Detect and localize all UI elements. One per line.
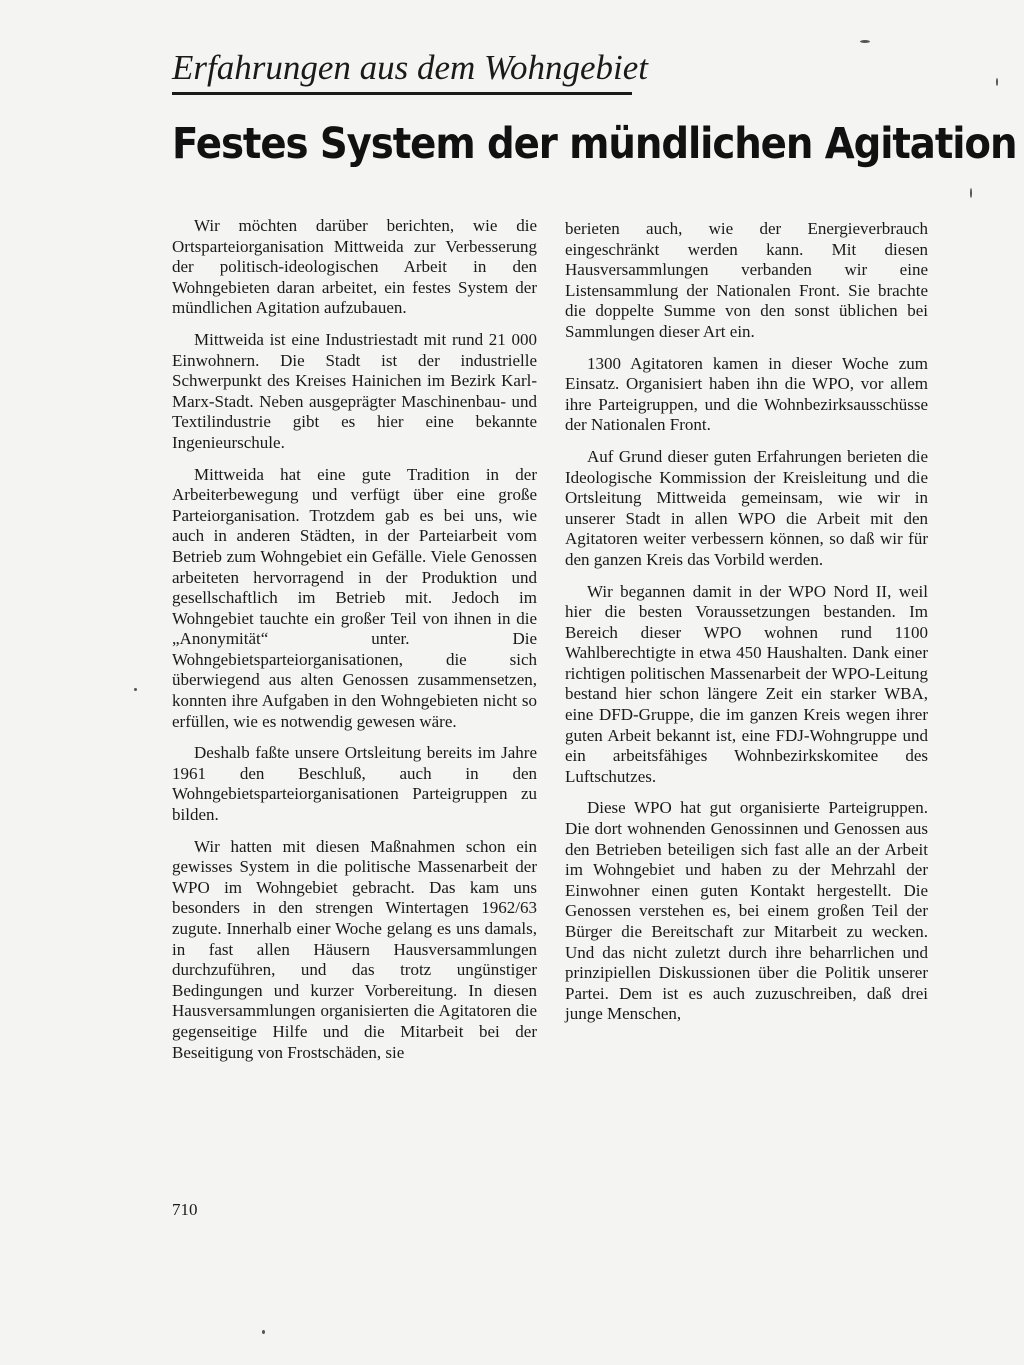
paragraph: Mittweida hat eine gute Tradition in der Arbeiterbewegung und verfügt über eine große Parteiorganisation. Trotzdem gab es bei uns, wie auch in anderen Städten, in der Parteiarbeit vom Betrieb zum Wohngebiet ein Gefälle. Viele Genossen arbeiteten hervorragend in der Produktion und gesellschaftlich im Betrieb mit. Jedoch im Wohngebiet tauchte ein großer Teil von ihnen in die „Anonymität“ unter. Die Wohngebietsparteiorganisationen, die sich überwiegend aus alten Genossen zusammensetzen, konnten ihre Aufgaben in den Wohngebieten nicht so erfüllen, wie es notwendig gewesen wäre. (172, 464, 537, 731)
paragraph: 1300 Agitatoren kamen in dieser Woche zum Einsatz. Organisiert haben ihn die WPO, vor allem ihre Parteigruppen, und die Wohnbezirksausschüsse der Nationalen Front. (565, 353, 928, 435)
paragraph: Wir hatten mit diesen Maßnahmen schon ein gewisses System in die politische Massenarbeit der WPO im Wohngebiet gebracht. Das kam uns besonders in den strengen Wintertagen 1962/63 zugute. Innerhalb einer Woche gelang es uns damals, in fast allen Häusern Hausversammlungen durchzuführen, und das trotz ungünstiger Bedingungen und kurzer Vorbereitung. In diesen Hausversammlungen organisierten die Agitatoren die gegenseitige Hilfe und die Mitarbeit bei der Beseitigung von Frostschäden, sie (172, 836, 537, 1062)
kicker-underline (172, 92, 632, 95)
paragraph: berieten auch, wie der Energieverbrauch eingeschränkt werden kann. Mit diesen Hausversammlungen verbanden wir eine Listensammlung der Nationalen Front. Sie brachte die doppelte Summe von den sonst üblichen bei Sammlungen dieser Art ein. (565, 219, 928, 341)
paragraph: Auf Grund dieser guten Erfahrungen berieten die Ideologische Kommission der Kreisleitung und die Ortsleitung Mittweida gemeinsam, wie wir in unserer Stadt in allen WPO die Arbeit mit den Agitatoren weiter verbessern können, so daß wir für den ganzen Kreis das Vorbild werden. (565, 446, 928, 569)
scan-speck (996, 78, 998, 86)
article-headline: Festes System der mündlichen Agitation (172, 119, 1017, 169)
paragraph: Wir möchten darüber berichten, wie die Ortsparteiorganisation Mittweida zur Verbesserung der politisch-ideologischen Arbeit in den Wohngebieten daran arbeitet, ein festes System der mündlichen Agitation aufzubauen. (172, 216, 537, 318)
page-number: 710 (172, 1200, 198, 1219)
paragraph: Deshalb faßte unsere Ortsleitung bereits im Jahre 1961 den Beschluß, auch in den Wohngebietsparteiorganisationen Parteigruppen zu bilden. (172, 743, 537, 825)
paragraph: Wir begannen damit in der WPO Nord II, weil hier die besten Voraussetzungen bestanden. Im Bereich dieser WPO wohnen rund 1100 Wahlberechtigte in etwa 450 Haushalten. Dank einer richtigen politischen Massenarbeit der WPO-Leitung bestand hier schon längere Zeit ein starker WBA, eine DFD-Gruppe, die im ganzen Kreis wegen ihrer guten Arbeit bekannt ist, eine FDJ-Wohngruppe und ein arbeitsfähiges Wohnbezirkskomitee des Luftschutzes. (565, 581, 928, 786)
right-column (565, 219, 928, 1036)
left-column (172, 216, 537, 1074)
scan-speck (970, 188, 972, 198)
section-kicker: Erfahrungen aus dem Wohngebiet (172, 48, 649, 87)
paragraph: Diese WPO hat gut organisierte Parteigruppen. Die dort wohnenden Genossinnen und Genossen aus den Betrieben beteiligen sich fast alle an der Arbeit im Wohngebiet und haben zu der Mehrzahl der Einwohner einen guten Kontakt hergestellt. Die Genossen verstehen es, bei einem großen Teil der Bürger die Bereitschaft zur Mitarbeit zu wecken. Und das nicht zuletzt durch ihre beharrlichen und prinzipiellen Diskussionen über die Politik unserer Partei. Dem ist es auch zuzuschreiben, daß drei junge Menschen, (565, 798, 928, 1024)
scan-speck (860, 40, 870, 43)
paragraph: Mittweida ist eine Industriestadt mit rund 21 000 Einwohnern. Die Stadt ist der industrielle Schwerpunkt des Kreises Hainichen im Bezirk Karl-Marx-Stadt. Neben ausgeprägter Maschinenbau- und Textilindustrie gibt es hier eine bekannte Ingenieurschule. (172, 329, 537, 452)
scan-speck (262, 1330, 265, 1334)
scan-speck (134, 688, 137, 691)
